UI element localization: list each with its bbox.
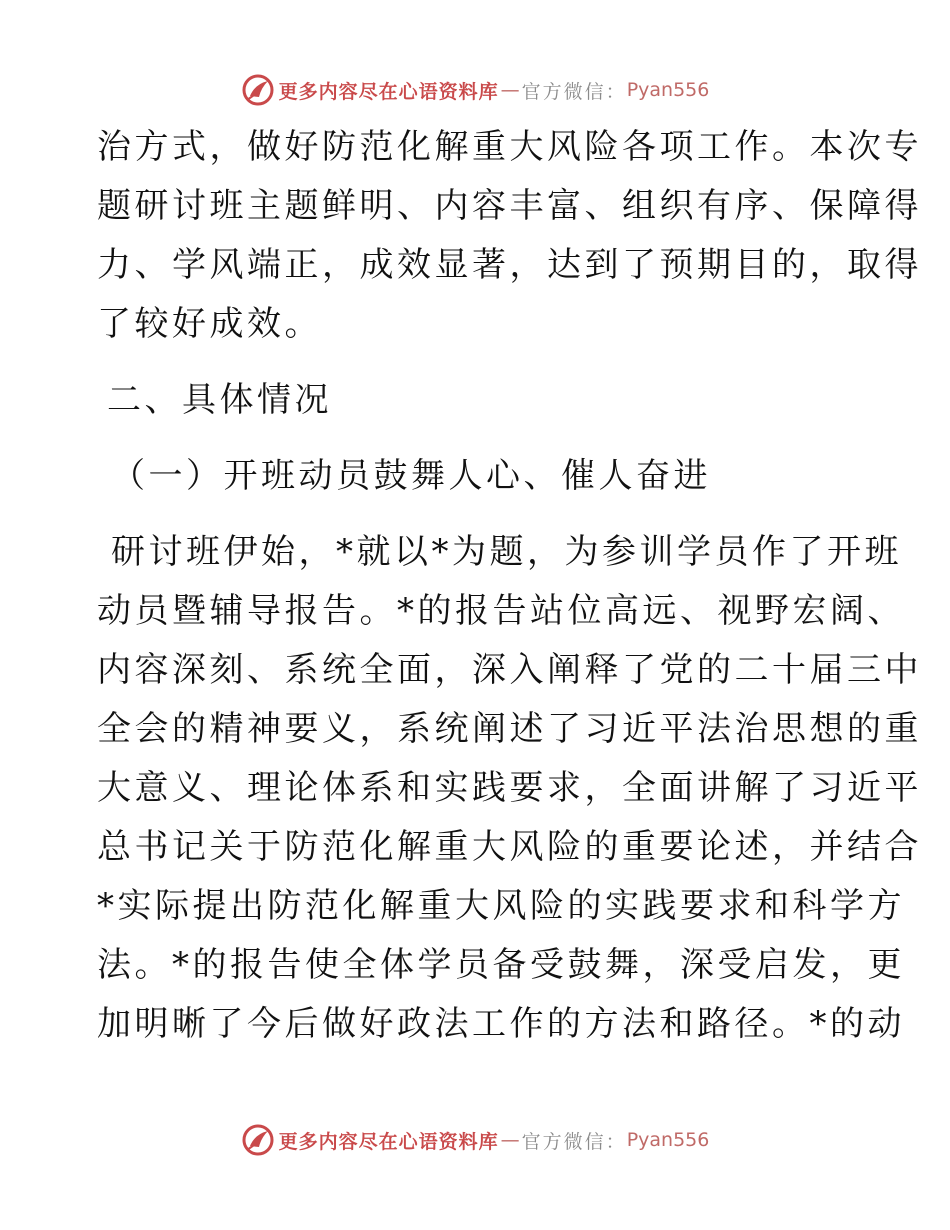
paragraph-line: 题研讨班主题鲜明、内容丰富、组织有序、保障得	[97, 186, 922, 226]
paragraph-opening	[97, 523, 922, 1054]
watermark-wechat-id: Pyan556	[626, 79, 710, 101]
paragraph-line: 法。*的报告使全体学员备受鼓舞，深受启发，更	[97, 945, 905, 985]
section-heading: 二、具体情况	[107, 380, 332, 420]
paragraph-line: 加明晰了今后做好政法工作的方法和路径。*的动	[97, 1004, 905, 1044]
watermark-brand-text: 更多内容尽在心语资料库	[278, 80, 499, 103]
watermark-wechat-label: 官方微信：	[521, 1130, 627, 1153]
paragraph-line: 大意义、理论体系和实践要求，全面讲解了习近平	[97, 768, 922, 808]
paragraph-line: 治方式，做好防范化解重大风险各项工作。本次专	[97, 127, 922, 167]
footer-watermark	[0, 1120, 950, 1160]
paragraph-line: 总书记关于防范化解重大风险的重要论述，并结合	[97, 827, 922, 867]
paragraph-intro	[97, 118, 922, 354]
document-body	[97, 118, 922, 1054]
paragraph-line: 动员暨辅导报告。*的报告站位高远、视野宏阔、	[97, 591, 905, 631]
brand-logo-icon	[241, 73, 275, 107]
watermark-dash: —	[500, 1129, 520, 1151]
paragraph-line: 研讨班伊始，*就以*为题，为参训学员作了开班	[111, 532, 902, 572]
brand-logo-icon	[241, 1123, 275, 1157]
paragraph-line: 力、学风端正，成效显著，达到了预期目的，取得	[97, 245, 922, 285]
subsection-heading: （一）开班动员鼓舞人心、催人奋进	[111, 456, 711, 496]
watermark-dash: —	[500, 79, 520, 101]
header-watermark	[0, 70, 950, 110]
paragraph-line: 内容深刻、系统全面，深入阐释了党的二十届三中	[97, 650, 922, 690]
paragraph-line: 了较好成效。	[97, 304, 322, 344]
paragraph-line: *实际提出防范化解重大风险的实践要求和科学方	[97, 886, 905, 926]
watermark-brand-text: 更多内容尽在心语资料库	[278, 1130, 499, 1153]
watermark-wechat-label: 官方微信：	[521, 80, 627, 103]
watermark-wechat-id: Pyan556	[626, 1129, 710, 1151]
paragraph-line: 全会的精神要义，系统阐述了习近平法治思想的重	[97, 709, 922, 749]
